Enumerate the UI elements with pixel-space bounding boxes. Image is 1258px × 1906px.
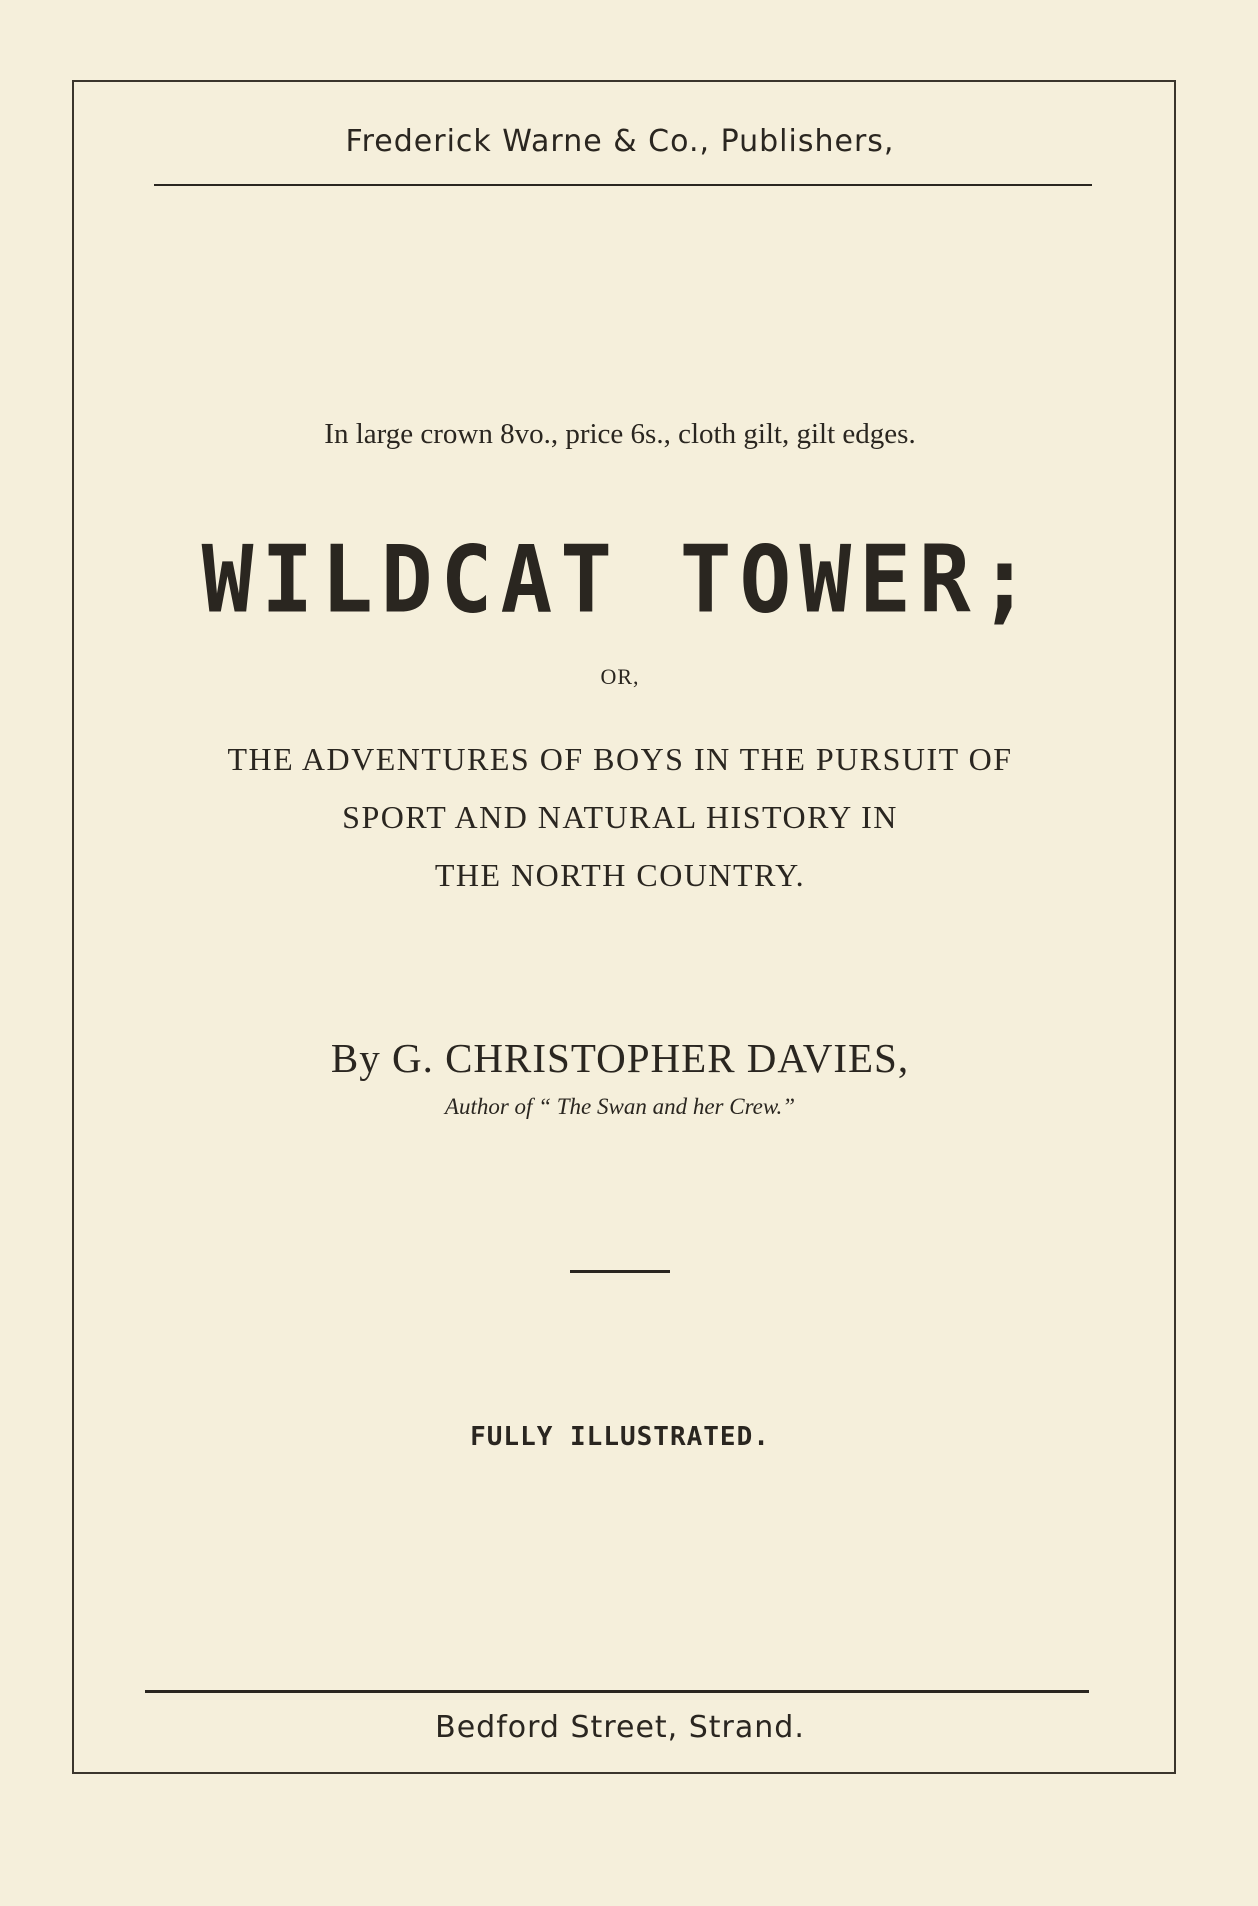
book-title: WILDCAT TOWER; bbox=[201, 526, 1039, 634]
divider-rule bbox=[570, 1270, 670, 1273]
format-price-line: In large crown 8vo., price 6s., cloth gilt, gilt edges. bbox=[324, 418, 916, 450]
bottom-rule bbox=[145, 1690, 1089, 1693]
or-line: OR, bbox=[600, 664, 640, 689]
publisher-address: Bedford Street, Strand. bbox=[435, 1710, 805, 1745]
subtitle-line: SPORT AND NATURAL HISTORY IN bbox=[342, 799, 898, 835]
author-note: Author of “ The Swan and her Crew.” bbox=[444, 1094, 796, 1119]
page-border bbox=[72, 80, 1176, 1774]
publisher-heading: Frederick Warne & Co., Publishers, bbox=[345, 124, 895, 159]
top-rule bbox=[154, 184, 1092, 186]
illustrated-note: FULLY ILLUSTRATED. bbox=[470, 1422, 770, 1452]
author-line: By G. CHRISTOPHER DAVIES, bbox=[330, 1035, 910, 1081]
subtitle-line: THE NORTH COUNTRY. bbox=[434, 857, 806, 893]
subtitle-line: THE ADVENTURES OF BOYS IN THE PURSUIT OF bbox=[227, 741, 1013, 777]
subtitle bbox=[0, 730, 1240, 904]
